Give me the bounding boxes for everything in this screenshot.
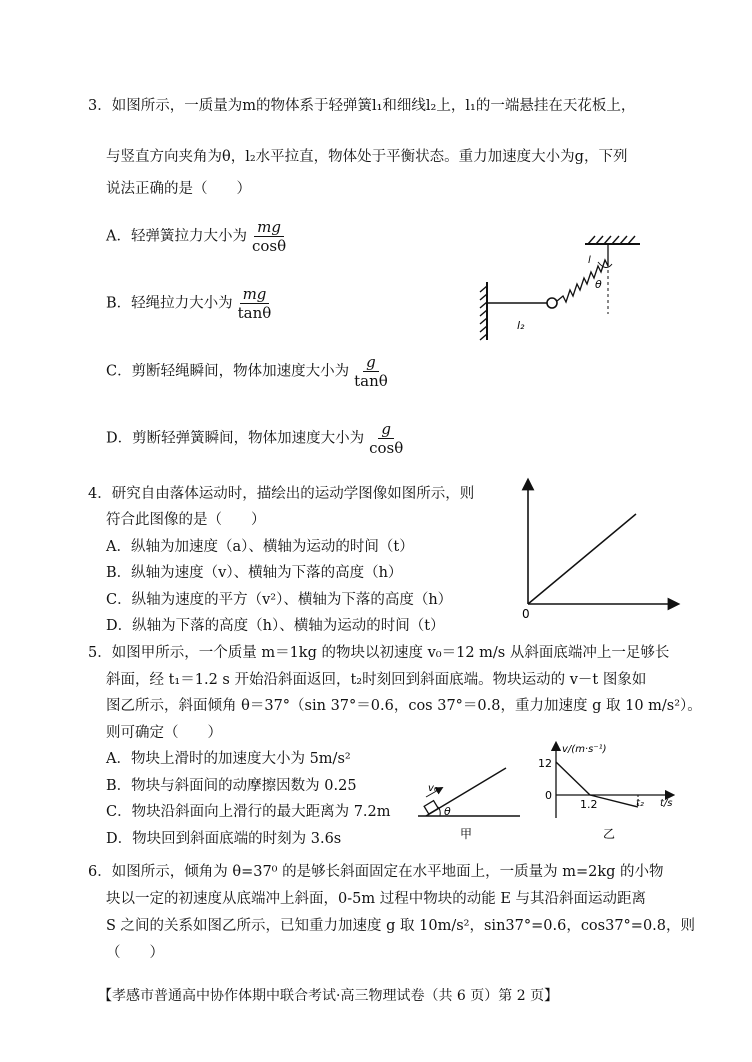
q3-option-b-text: B．轻绳拉力大小为 <box>106 295 233 312</box>
q3-label-theta: θ <box>595 278 602 291</box>
q3-label-l2: l₂ <box>517 319 525 332</box>
q5-stem-line2: 斜面，经 t₁＝1.2 s 开始沿斜面返回，t₂时刻回到斜面底端。物块运动的 v－t 图象如 <box>106 672 647 688</box>
q3-stem-line1: 3．如图所示，一质量为m的物体系于轻弹簧l₁和细线l₂上，l₁的一端悬挂在天花板上， <box>88 98 636 114</box>
q6-stem-line4: （ ） <box>106 945 164 961</box>
q5-vt-line-up <box>556 762 590 795</box>
q3-option-a-numerator: mg <box>254 218 284 237</box>
q4-option-a: A．纵轴为加速度（a）、横轴为运动的时间（t） <box>106 539 414 555</box>
page-footer: 【孝感市普通高中协作体期中联合考试·高三物理试卷（共 6 页）第 2 页】 <box>98 988 559 1004</box>
q3-option-d-text: D．剪断轻弹簧瞬间，物体加速度大小为 <box>106 430 365 447</box>
q3-option-a-denominator: cosθ <box>251 237 287 255</box>
q4-origin-label: 0 <box>522 607 530 621</box>
q3-option-d-denominator: cosθ <box>369 439 404 457</box>
q6-stem-line3: S 之间的关系如图乙所示，已知重力加速度 g 取 10m/s²，sin37°=0.6，cos37°=0.8，则 <box>106 918 696 934</box>
q5-vt-x12: 1.2 <box>580 798 598 811</box>
q3-option-c-numerator: g <box>363 353 379 372</box>
q5-option-c: C．物块沿斜面向上滑行的最大距离为 7.2m <box>106 804 391 820</box>
q6-stem-line2: 块以一定的初速度从底端冲上斜面，0-5m 过程中物块的动能 E 与其沿斜面运动距离 <box>106 891 647 907</box>
q3-option-a-text: A．轻弹簧拉力大小为 <box>106 228 247 245</box>
q5-vt-y12: 12 <box>538 757 552 770</box>
q3-label-l1: l <box>588 255 591 266</box>
q3-option-c-denominator: tanθ <box>354 372 388 390</box>
q5-caption-jia: 甲 <box>460 827 473 841</box>
q5-caption-yi: 乙 <box>603 827 616 841</box>
q4-option-d: D．纵轴为下落的高度（h）、横轴为运动的时间（t） <box>106 618 445 634</box>
q6-stem-line1: 6．如图所示，倾角为 θ=37⁰ 的是够长斜面固定在水平地面上，一质量为 m=2kg 的小物 <box>88 864 664 880</box>
q5-label-v0: v₀ <box>428 783 438 794</box>
q5-label-theta: θ <box>444 805 451 818</box>
q4-stem-line1: 4．研究自由落体运动时，描绘出的运动学图像如图所示，则 <box>88 486 475 502</box>
q3-option-d-numerator: g <box>378 420 394 439</box>
q5-stem-line4: 则可确定（ ） <box>106 725 222 741</box>
q3-stem-line2: 与竖直方向夹角为θ，l₂水平拉直，物体处于平衡状态。重力加速度大小为g，下列 <box>106 149 628 165</box>
q3-option-c-text: C．剪断轻绳瞬间，物体加速度大小为 <box>106 363 350 380</box>
q4-stem-line2: 符合此图像的是（ ） <box>106 512 266 528</box>
q4-option-b: B．纵轴为速度（v）、横轴为下落的高度（h） <box>106 565 403 581</box>
q5-stem-line1: 5．如图甲所示，一个质量 m＝1kg 的物块以初速度 v₀＝12 m/s 从斜面底端冲上一足够长 <box>88 645 670 661</box>
q3-option-b-denominator: tanθ <box>237 304 272 322</box>
q5-vt-y0: 0 <box>545 789 552 802</box>
q5-vt-xlabel: t/s <box>660 798 673 809</box>
q3-stem-line3: 说法正确的是（ ） <box>106 181 251 197</box>
q3-option-b-numerator: mg <box>240 285 270 304</box>
q5-vt-ylabel: v/(m·s⁻¹) <box>562 744 607 755</box>
q4-option-c: C．纵轴为速度的平方（v²）、横轴为下落的高度（h） <box>106 592 453 608</box>
q5-option-d: D．物块回到斜面底端的时刻为 3.6s <box>106 831 342 847</box>
q5-option-a: A．物块上滑时的加速度大小为 5m/s² <box>106 751 351 767</box>
q5-stem-line3: 图乙所示，斜面倾角 θ＝37°（sin 37°＝0.6，cos 37°＝0.8，重力加速度 g 取 10 m/s²）。 <box>106 698 702 714</box>
q5-vt-t2: t₂ <box>636 798 644 809</box>
q5-option-b: B．物块与斜面间的动摩擦因数为 0.25 <box>106 778 357 794</box>
